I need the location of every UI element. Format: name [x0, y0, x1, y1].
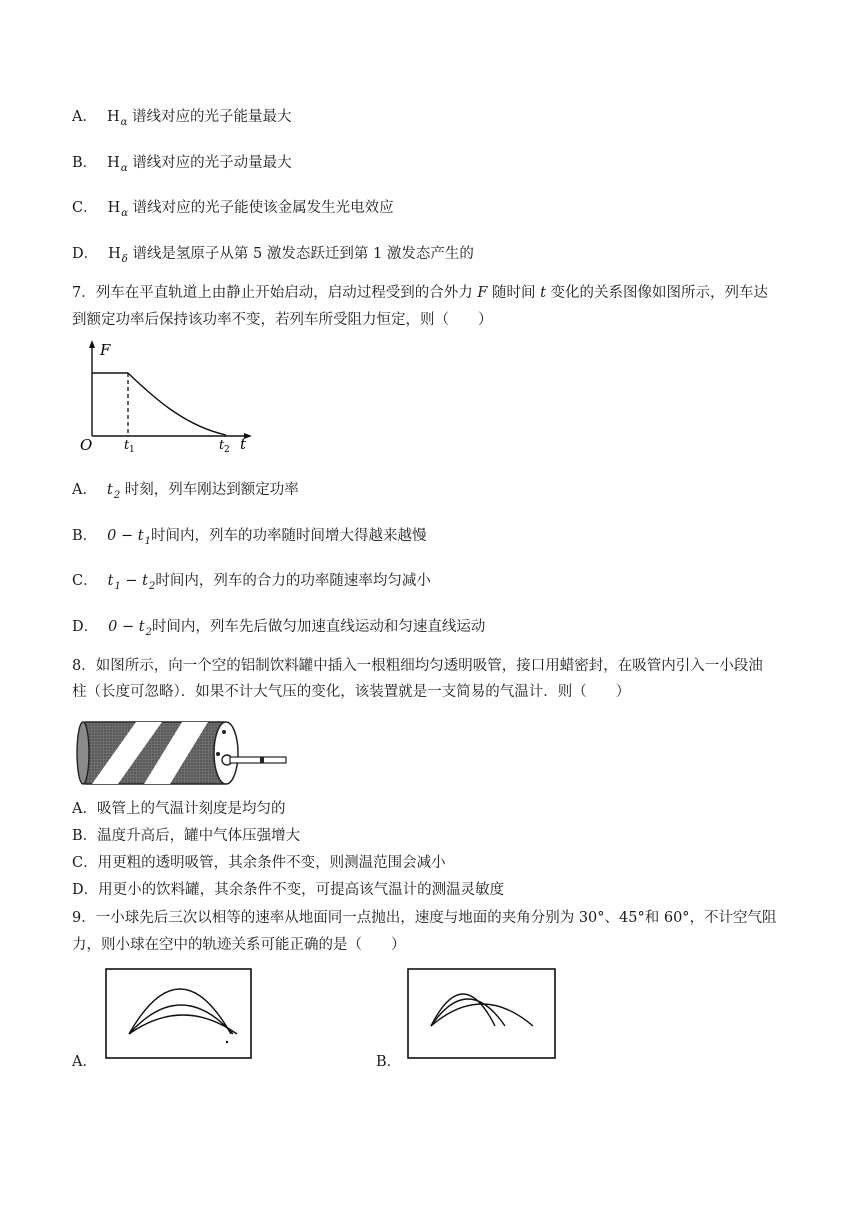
h-subscript: α [121, 208, 129, 219]
can-end [77, 722, 89, 784]
t-subscript: 1 [114, 581, 121, 592]
option-text: 谱线对应的光子动量最大 [132, 155, 292, 171]
h-subscript: δ [121, 254, 128, 265]
q7-stem-line1 [72, 283, 768, 303]
rivet [216, 752, 220, 756]
q8-stem-line1: 8．如图所示，向一个空的铝制饮料罐中插入一根粗细均匀透明吸管，接口用蜡密封，在吸管内引入一小段油 [72, 658, 763, 674]
can-thermometer-figure [74, 718, 288, 790]
option-text: 时间内，列车的功率随时间增大得越来越慢 [150, 528, 427, 544]
option-label: D． [72, 619, 99, 635]
q8-stem-line2: 柱（长度可忽略）．如果不计大气压的变化，该装置就是一支简易的气温计．则（ ） [72, 684, 631, 700]
figure-b-label: B． [376, 1054, 402, 1070]
landing-dot [226, 1041, 228, 1043]
q7-option-d [72, 617, 485, 639]
t-subscript: 1 [144, 536, 151, 547]
h-subscript: α [120, 163, 128, 174]
q9-stem-line1: 9．一小球先后三次以相等的速率从地面同一点抛出，速度与地面的夹角分别为 30°、45°和 60°，不计空气阻 [72, 910, 777, 926]
h-symbol: H [108, 246, 121, 262]
time-range: 0 − t [107, 528, 144, 544]
stem-text: 7．列车在平直轨道上由静止开始启动，启动过程受到的合外力 [72, 285, 478, 301]
q8-option-d: D．用更小的饮料罐，其余条件不变，可提高该气温计的测温灵敏度 [72, 882, 505, 898]
x-axis-label: t [240, 435, 247, 453]
option-label: C． [72, 573, 98, 589]
option-label: B． [72, 155, 98, 171]
option-text: 时刻，列车刚达到额定功率 [120, 482, 299, 498]
q6-option-a [72, 107, 292, 129]
q7-option-c [72, 571, 431, 593]
q7-stem-line2: 到额定功率后保持该功率不变，若列车所受阻力恒定，则（ ） [72, 312, 493, 328]
option-label: A． [72, 482, 97, 498]
trajectory-figure-a [105, 968, 253, 1060]
option-text: 谱线对应的光子能使该金属发生光电效应 [132, 200, 394, 216]
q8-option-c: C．用更粗的透明吸管，其余条件不变，则测温范围会减小 [72, 855, 446, 871]
t-symbol: t [106, 482, 113, 498]
trajectory-figure-b [407, 968, 557, 1060]
t1-subscript: 1 [129, 445, 135, 453]
figure-a-label: A． [72, 1054, 97, 1070]
stem-text: 随时间 [487, 285, 541, 301]
origin-label: O [80, 436, 93, 453]
oil-column [260, 757, 264, 763]
option-label: B． [72, 528, 98, 544]
h-symbol: H [107, 200, 121, 216]
option-label: D． [72, 246, 99, 262]
y-axis-arrow [89, 340, 95, 348]
q6-option-b [72, 153, 292, 175]
y-axis-label: F [100, 341, 111, 359]
time-range: − t [120, 573, 149, 589]
q9-stem-line2: 力，则小球在空中的轨迹关系可能正确的是（ ） [72, 937, 406, 953]
q7-force-time-graph [76, 338, 256, 453]
t-subscript: 2 [145, 627, 152, 638]
force-symbol: F [477, 285, 488, 301]
q8-option-a: A．吸管上的气温计刻度是均匀的 [72, 801, 286, 817]
t1-label: t [124, 438, 130, 453]
t-subscript: 2 [113, 490, 121, 501]
q6-option-d [72, 244, 474, 266]
decreasing-force-curve [128, 373, 226, 435]
q8-option-b: B．温度升高后，罐中气体压强增大 [72, 828, 301, 844]
h-symbol: H [107, 155, 120, 171]
option-text: 时间内，列车先后做匀加速直线运动和匀速直线运动 [151, 619, 486, 635]
option-label: C． [72, 200, 98, 216]
option-text: 谱线对应的光子能量最大 [132, 109, 292, 125]
time-range: 0 − t [108, 619, 145, 635]
t-subscript: 2 [149, 581, 156, 592]
q7-option-b [72, 526, 426, 548]
straw [230, 757, 286, 763]
figure-frame [408, 969, 555, 1058]
stem-text: 变化的关系图像如图所示，列车达 [545, 285, 769, 301]
time-symbol: t [540, 285, 546, 301]
rivet [222, 730, 226, 734]
option-text: 时间内，列车的合力的功率随速率均匀减小 [155, 573, 431, 589]
h-symbol: H [106, 109, 120, 125]
t-symbol: t [107, 573, 114, 589]
t2-label: t [219, 438, 225, 453]
q6-option-c [72, 198, 394, 220]
figure-frame [106, 969, 251, 1058]
t2-subscript: 2 [224, 445, 230, 453]
option-text: 谱线是氢原子从第 5 激发态跃迁到第 1 激发态产生的 [132, 246, 474, 262]
h-subscript: α [120, 117, 128, 128]
option-label: A． [72, 109, 97, 125]
q7-option-a [72, 480, 299, 502]
